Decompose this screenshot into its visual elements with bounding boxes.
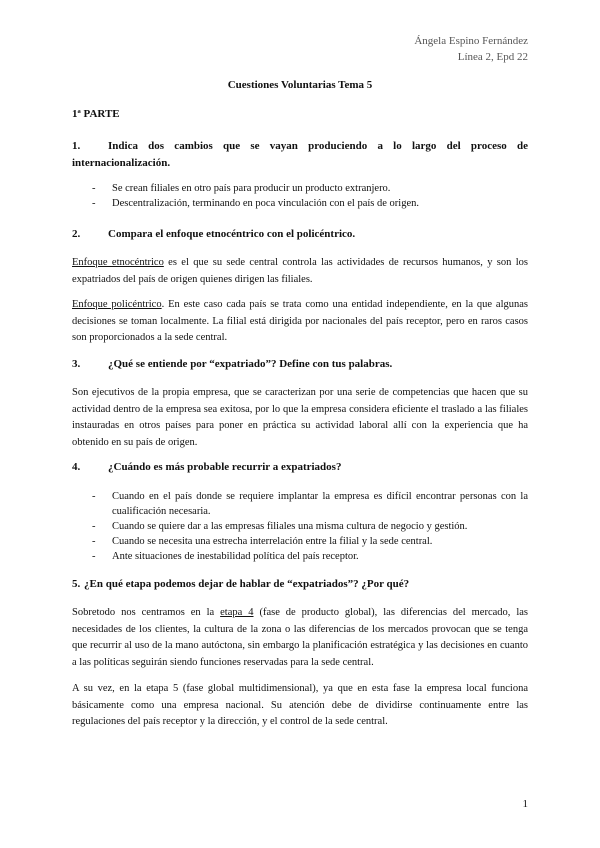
question-4-number: 4.: [72, 461, 81, 473]
term-polycentric: Enfoque policéntrico: [72, 299, 162, 310]
author-block: [414, 33, 528, 65]
question-2-text: Compara el enfoque etnocéntrico con el policéntrico.: [108, 228, 356, 240]
question-4-text: ¿Cuándo es más probable recurrir a expatriados?: [108, 461, 342, 473]
paragraph-text: . En este caso cada país se trata como una entidad independiente, en la que algunas decisiones se toman localmente. La filial está dirigida por nacionales del país receptor, pero en raros casos son proporcionados a la sede central.: [72, 299, 529, 343]
question-3: [72, 356, 528, 373]
stage-4-reference: etapa 4: [220, 607, 254, 618]
list-item: - Cuando se necesita una estrecha interrelación entre la filial y la sede central.: [92, 534, 528, 549]
author-group: Línea 2, Epd 22: [457, 51, 528, 63]
question-5-paragraph-1: [72, 605, 528, 671]
list-item: - Cuando se quiere dar a las empresas filiales una misma cultura de negocio y gestión.: [92, 519, 528, 534]
question-3-answer: Son ejecutivos de la propia empresa, que se caracterizan por una serie de competencias que hacen que su actividad dentro de la empresa sea exitosa, por lo que la empresa considera eficiente el traslado a las filiales instauradas en otros países para poner en práctica su actividad laboral allí con la experiencia que ha obtenido en su país de origen.: [72, 387, 528, 448]
question-5-text: ¿En qué etapa podemos dejar de hablar de “expatriados”? ¿Por qué?: [84, 578, 410, 590]
list-item: - Ante situaciones de inestabilidad política del país receptor.: [92, 549, 528, 564]
question-3-number: 3.: [72, 358, 81, 370]
list-item: - Cuando en el país donde se requiere implantar la empresa es difícil encontrar personas con la cualificación necesaria.: [92, 489, 528, 519]
question-2-paragraph-1: [72, 255, 528, 288]
question-2-number: 2.: [72, 228, 81, 240]
part-heading: 1ª PARTE: [72, 108, 120, 120]
question-5-number: 5.: [72, 578, 81, 590]
question-3-text: ¿Qué se entiende por “expatriado”? Define con tus palabras.: [108, 358, 393, 370]
paragraph-text: (fase de producto global), las diferencias del mercado, las necesidades de los clientes, la cultura de la zona o las diferencias de los mercados provocan que se tenga que recurrir al uso de la mano autóctona, sin embargo la planificación estratégica y las decisiones en cuanto a las políticas seguirán siendo funciones reservadas para la sede central.: [72, 607, 529, 668]
question-4: [72, 459, 528, 476]
term-ethnocentric: Enfoque etnocéntrico: [72, 257, 164, 268]
question-2-paragraph-2: [72, 297, 528, 347]
question-1: [72, 138, 528, 172]
document-title: Cuestiones Voluntarias Tema 5: [227, 79, 373, 91]
page-number: 1: [522, 798, 528, 810]
paragraph-text: es el que su sede central controla las actividades de recursos humanos, y son los expatriados del país de origen quienes dirigen las filiales.: [72, 257, 528, 285]
question-4-answer-list: [92, 489, 528, 564]
list-item: - Descentralización, terminando en poca vinculación con el país de origen.: [92, 196, 528, 211]
question-5: [72, 576, 528, 593]
list-item: - Se crean filiales en otro país para producir un producto extranjero.: [92, 181, 528, 196]
paragraph-text: Sobretodo nos centramos en la: [72, 607, 221, 618]
question-1-answer-list: [92, 181, 528, 211]
question-2: [72, 226, 528, 243]
author-name: Ángela Espino Fernández: [414, 35, 528, 47]
question-5-paragraph-2: A su vez, en la etapa 5 (fase global multidimensional), ya que en esta fase la empresa local funciona básicamente como una empresa nacional. Su atención debe de dividirse continuamente entre las regulaciones del país receptor y la dirección, y el control de la sede central.: [72, 683, 528, 727]
question-1-number: 1.: [72, 140, 81, 152]
question-1-text: Indica dos cambios que se vayan produciendo a lo largo del proceso de internacionalización.: [72, 140, 528, 169]
